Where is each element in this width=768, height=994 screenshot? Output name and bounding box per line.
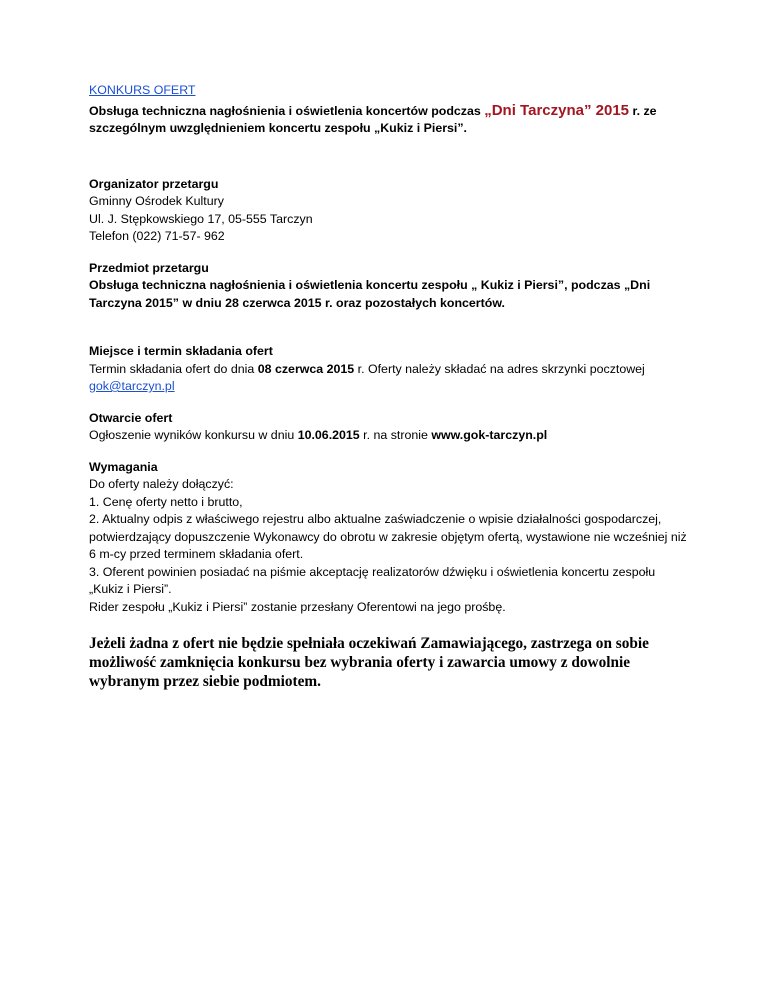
requirements-line: 3. Oferent powinien posiadać na piśmie akceptację realizatorów dźwięku i oświetlenia koncertu zespołu „Kukiz i Piersi”. [89, 564, 656, 596]
requirements-line: 2. Aktualny odpis z właściwego rejestru albo aktualne zaświadczenie o wpisie działalności gospodarczej, potwierdzający dopuszczenie Wykonawcy do obrotu w zakresie objętym ofertą, wystawione nie wcześniej niż 6 m-cy przed terminem składania ofert. [89, 512, 687, 561]
intro-paragraph [89, 102, 689, 138]
intro-pre: Obsługa techniczna nagłośnienia i oświetlenia koncertów podczas [89, 103, 485, 118]
konkurs-ofert-link[interactable]: KONKURS OFERT [89, 83, 196, 97]
organizer-section [89, 176, 689, 246]
subject-section [89, 260, 689, 313]
deadline-text [89, 361, 689, 396]
opening-text [89, 427, 689, 445]
opening-date: 10.06.2015 [297, 428, 360, 442]
deadline-date: 08 czerwca 2015 [257, 361, 355, 376]
organizer-line: Ul. J. Stępkowskiego 17, 05-555 Tarczyn [89, 211, 313, 226]
closing-statement: Jeżeli żadna z ofert nie będzie spełniała oczekiwań Zamawiającego, zastrzega on sobie możliwość zamknięcia konkursu bez wybrania oferty i zawarcia umowy z dowolnie wybranym przez siebie podmiotem. [89, 635, 649, 690]
requirements-heading: Wymagania [89, 459, 158, 474]
opening-section [89, 410, 689, 445]
requirements-line: Rider zespołu „Kukiz i Piersi” zostanie przesłany Oferentowi na jego prośbę. [89, 599, 506, 614]
subject-text: Obsługa techniczna nagłośnienia i oświetlenia koncertu zespołu „ Kukiz i Piersi”, podczas „Dni Tarczyna 2015” w dniu 28 czerwca 2015 r. oraz pozostałych koncertów. [89, 278, 651, 310]
deadline-text-mid: r. Oferty należy składać na adres skrzynki pocztowej [354, 361, 645, 376]
document-body [89, 82, 689, 691]
website-text: www.gok-tarczyn.pl [431, 428, 548, 442]
intro-post: r. ze szczególnym uwzględnieniem koncertu zespołu „Kukiz i Piersi”. [89, 103, 657, 135]
requirements-section [89, 459, 689, 617]
organizer-line: Gminny Ośrodek Kultury [89, 194, 224, 208]
subject-heading: Przedmiot przetargu [89, 260, 209, 275]
deadline-section [89, 343, 689, 396]
opening-heading: Otwarcie ofert [89, 410, 173, 425]
requirements-line: Do oferty należy dołączyć: [89, 477, 234, 491]
deadline-text-pre: Termin składania ofert do dnia [89, 361, 258, 376]
organizer-heading: Organizator przetargu [89, 176, 219, 191]
event-name: „Dni Tarczyna” 2015 [484, 101, 630, 119]
requirements-line: 1. Cenę oferty netto i brutto, [89, 494, 243, 509]
opening-text-pre: Ogłoszenie wyników konkursu w dniu [89, 428, 298, 442]
deadline-heading: Miejsce i termin składania ofert [89, 344, 273, 358]
email-link[interactable]: gok@tarczyn.pl [89, 379, 175, 393]
opening-text-mid: r. na stronie [359, 428, 432, 442]
organizer-line: Telefon (022) 71-57- 962 [89, 229, 225, 243]
